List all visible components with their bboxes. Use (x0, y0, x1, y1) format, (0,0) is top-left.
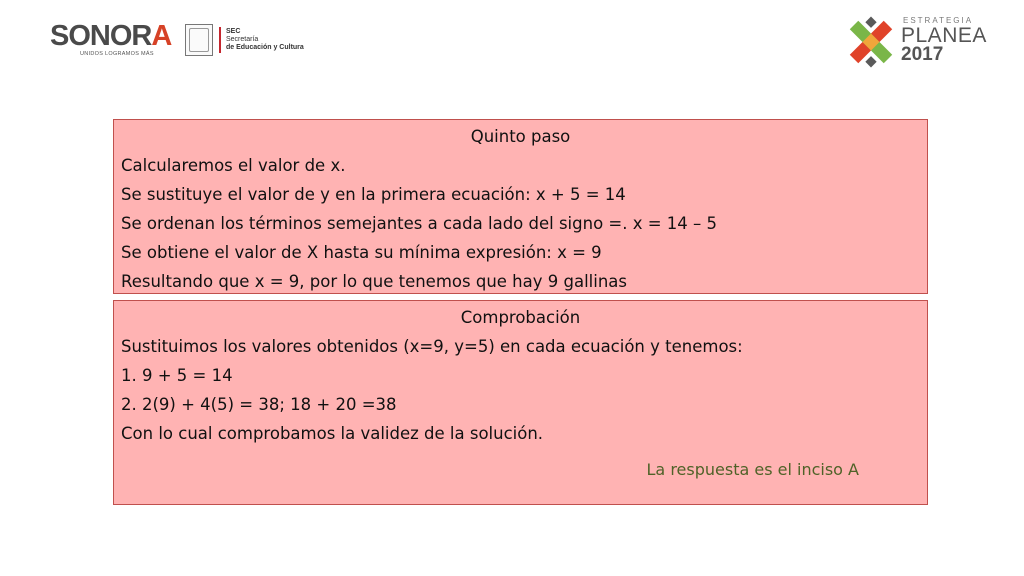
header-logos-left (50, 18, 304, 62)
step5-box (113, 119, 928, 294)
step5-title: Quinto paso (470, 127, 571, 146)
planea-logo (843, 12, 987, 72)
planea-top-text: ESTRATEGIA (903, 16, 974, 25)
step5-line: Se ordenan los términos semejantes a cada lado del signo =. x = 14 – 5 (121, 214, 718, 233)
planea-name: PLANEA (901, 24, 987, 47)
check-line: Con lo cual comprobamos la validez de la solución. (121, 424, 544, 443)
planea-year: 2017 (901, 44, 944, 65)
sec-logo-text: SEC Secretaría de Educación y Cultura (226, 28, 304, 51)
state-seal-icon (185, 24, 213, 56)
sonora-logo (50, 18, 175, 62)
step5-line: Calcularemos el valor de x. (121, 156, 346, 175)
check-line: Sustituimos los valores obtenidos (x=9, y=5) en cada ecuación y tenemos: (121, 337, 743, 356)
step5-line: Se sustituye el valor de y en la primera ecuación: x + 5 = 14 (121, 185, 626, 204)
answer-text: La respuesta es el inciso A (646, 460, 859, 479)
check-box (113, 300, 928, 505)
step5-line: Se obtiene el valor de X hasta su mínima expresión: x = 9 (121, 243, 602, 262)
check-line: 1. 9 + 5 = 14 (121, 366, 233, 385)
planea-emblem-icon (843, 14, 899, 70)
step5-line: Resultando que x = 9, por lo que tenemos que hay 9 gallinas (121, 272, 627, 291)
sec-divider (219, 27, 221, 53)
check-line: 2. 2(9) + 4(5) = 38; 18 + 20 =38 (121, 395, 397, 414)
sonora-tagline: UNIDOS LOGRAMOS MÁS (80, 51, 154, 57)
sonora-wordmark: SONORA (50, 20, 172, 52)
check-title: Comprobación (460, 308, 581, 327)
